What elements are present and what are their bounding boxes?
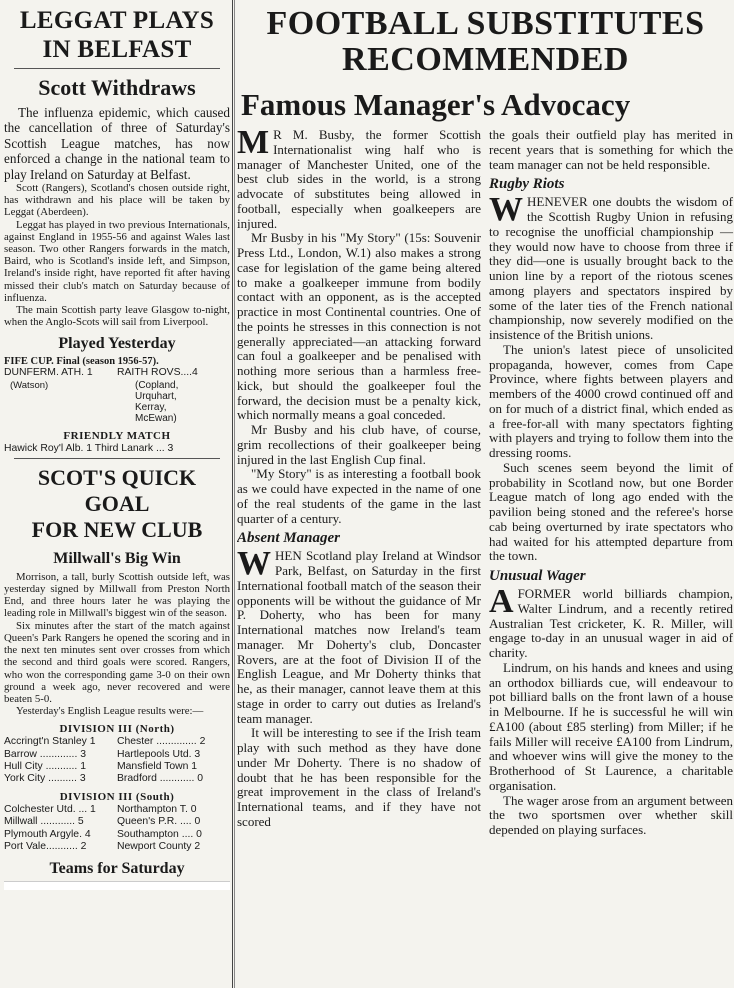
absent-manager-head: Absent Manager (237, 530, 340, 547)
rugby-riots-head: Rugby Riots (489, 176, 565, 193)
article-paragraph: Mr Busby in his "My Story" (15s: Souvenir Press Ltd., London, W.1) also makes a strong case for legislation of the game being altered to make a goalkeeper immune from bodily contact with an opponent, as is the accepted practice in most Continental countries. One of the points he stresses in this connection is not generally appreciated—an attacking forward can foul a goalkeeper and be penalised with nothing more serious than a harmless free-kick, but should the goalkeeper foul the forward, the decision must be a penalty kick, which normally means a goal conceded. (237, 230, 481, 423)
played-yesterday-head: Played Yesterday (58, 335, 176, 353)
left-column (4, 4, 230, 988)
result-row: Hull City ........... 1 Mansfield Town 1 (4, 760, 198, 772)
article-paragraph: The main Scottish party leave Glasgow to-night, when the Anglo-Scots will sail from Liverpool. (4, 304, 230, 329)
article-paragraph: The influenza epidemic, which caused the cancellation of three of Saturday's Scottish League matches, has now enforced a change in the national team to play Ireland on Saturday at Belfast. (4, 105, 230, 182)
column-rule (232, 0, 233, 988)
article-paragraph: Morrison, a tall, burly Scottish outside left, was yesterday signed by Millwall from Preston North End, and three hours later he was playing the leading role in Millwall's biggest win of the season. (4, 570, 230, 620)
article-paragraph: AFORMER world billiards champion, Walter Lindrum, and a recently retired Australian Test cricketer, K. R. Miller, will engage to-day in an unusual wager in aid of charity. (489, 583, 733, 660)
cut-headline: Teams for Saturday (49, 859, 185, 877)
div3s-head: DIVISION III (South) (59, 791, 175, 804)
millwall-subhead: Millwall's Big Win (53, 549, 181, 567)
right-column (237, 4, 734, 988)
article-paragraph: Yesterday's English League results were:— (16, 705, 204, 718)
scott-subhead: Scott Withdraws (38, 75, 196, 100)
fife-home-scorer: (Watson) (10, 379, 49, 391)
main-headline: FOOTBALL SUBSTITUTES RECOMMENDED (266, 5, 705, 78)
article-paragraph: the goals their outfield play has merited in recent years that is something for which the team manager can not be held responsible. (489, 127, 733, 172)
result-row: Accringt'n Stanley 1 Chester .............. 2 (4, 736, 206, 748)
article-paragraph: "My Story" is as interesting a football book as we could have expected in the name of one of the real students of the game in the last quarter of a century. (237, 466, 481, 526)
article-paragraph: Scott (Rangers), Scotland's chosen outside right, has withdrawn and his place will be taken by Leggat (Aberdeen). (4, 182, 230, 219)
scot-headline: SCOT'S QUICK GOAL FOR NEW CLUB (31, 464, 203, 542)
column-rule (234, 0, 235, 988)
fife-away: RAITH ROVS....4 (117, 367, 198, 379)
article-paragraph: Leggat has played in two previous Internationals, against England in 1955-56 and against Wales last season. Two other Rangers forwards in the match, Baird, who is Scotland's inside left, and Simpson, Ireland's inside right, have reported fit after having missed their club's match on Saturday because of influenza. (4, 218, 230, 304)
div3s-results (4, 804, 230, 853)
fife-home: DUNFERM. ATH. 1 (4, 367, 93, 379)
friendly-head: FRIENDLY MATCH (63, 429, 171, 442)
result-row: Colchester Utd. ... 1 Northampton T. 0 (4, 804, 197, 816)
article-paragraph: WHEN Scotland play Ireland at Windsor Park, Belfast, on Saturday in the first International football match of the season their opponents will be without the guidance of Mr P. Doherty, who has been for many International matches now Ireland's team manager. Mr Doherty's club, Doncaster Rovers, are at the foot of Division II of the English League, and Mr Doherty thinks that he, as their manager, cannot leave them at this stage in order to carry out duties as Ireland's team manager. (237, 545, 481, 726)
divider (14, 68, 220, 69)
drop-cap: A (489, 583, 514, 620)
result-row: Port Vale........... 2 Newport County 2 (4, 840, 201, 852)
result-row: York City .......... 3 Bradford ............ 0 (4, 772, 204, 784)
leggat-headline: LEGGAT PLAYS IN BELFAST (19, 7, 215, 63)
fife-cup-line: FIFE CUP. Final (season 1956-57). (4, 356, 159, 368)
article-paragraph: The wager arose from an argument between the two sportsmen over whether skill depended on playing surfaces. (489, 792, 733, 837)
article-col-2 (489, 128, 733, 838)
result-row: Millwall ............ 5 Queen's P.R. .... 0 (4, 816, 201, 828)
result-row: Plymouth Argyle. 4 Southampton .... 0 (4, 828, 202, 840)
article-paragraph: It will be interesting to see if the Irish team play with such method as they have done under Mr Doherty. There is no shadow of doubt that he has been responsible for the great improvement in the class of Ireland's International teams, and if they have not scored (237, 725, 481, 829)
article-col-1 (237, 124, 481, 838)
article-paragraph: Mr Busby and his club have, of course, grim recollections of their goalkeeper being injured in the last English Cup final. (237, 422, 481, 467)
result-row: Barrow ............. 3 Hartlepools Utd. 3 (4, 748, 201, 760)
unusual-wager-head: Unusual Wager (489, 568, 586, 584)
drop-cap: M (237, 124, 270, 161)
article-paragraph: Such scenes seem beyond the limit of probability in Scotland now, but one Border League match of long ago ended with the pavilion being stoned and the referee's horse cab being overturned by irate spectators who had waited for his attempted departure from the town. (489, 459, 733, 564)
fife-result (4, 367, 230, 423)
friendly-result: Hawick Roy'l Alb. 1 Third Lanark ... 3 (4, 442, 174, 454)
main-subheadline: Famous Manager's Advocacy (241, 87, 631, 122)
torn-edge (4, 881, 230, 890)
article-paragraph: M R M. Busby, the former Scottish Internationalist wing half who is manager of Manchester United, one of the best club sides in the world, is a strong advocate of substitutes being allowed in football, especially when goalkeepers are injured. (237, 124, 481, 231)
article-paragraph: Lindrum, on his hands and knees and using an orthodox billiards cue, will endeavour to pot billiard balls on the front lawn of a house in Melbourne. If he is successful he will win £A100 (about £85 sterling) from Miller; if he fails Miller will receive £A100 from Lindrum, and whoever wins will give the money to the Brotherhood of St Laurence, a charitable organisation. (489, 659, 733, 793)
drop-cap: W (489, 191, 523, 229)
div3n-head: DIVISION III (North) (59, 723, 175, 736)
divider (14, 458, 220, 459)
article-columns (237, 124, 734, 838)
drop-cap: W (237, 545, 271, 583)
article-paragraph: Six minutes after the start of the match against Queen's Park Rangers he opened the scoring and in the next ten minutes sent over crosses from which the second and third goals were scored. Rangers, who won the corresponding game 3-0 on their own ground a week ago, never recovered and were beaten 5-0. (4, 619, 230, 705)
fife-away-scorers: (Copland, Urquhart, Kerray, McEwan) (135, 379, 179, 424)
div3n-results (4, 736, 230, 785)
article-paragraph: The union's latest piece of unsolicited propaganda, however, comes from Cape Province, where fights between players and members of the 4000 crowd continued off and on for much of a district final, which ended as a free-for-all with many spectators fighting with players and trying to follow them into the dressing rooms. (489, 341, 733, 460)
article-paragraph: WHENEVER one doubts the wisdom of the Scottish Rugby Union in refusing to recognise the unofficial championship — they would now have to choose from three if they did—one is usually brought back to the union line by a report of the riotous scenes among players and spectators inspired by some of the later ties of the French national championship, now severely modified on the insistence of the British unions. (489, 191, 733, 342)
